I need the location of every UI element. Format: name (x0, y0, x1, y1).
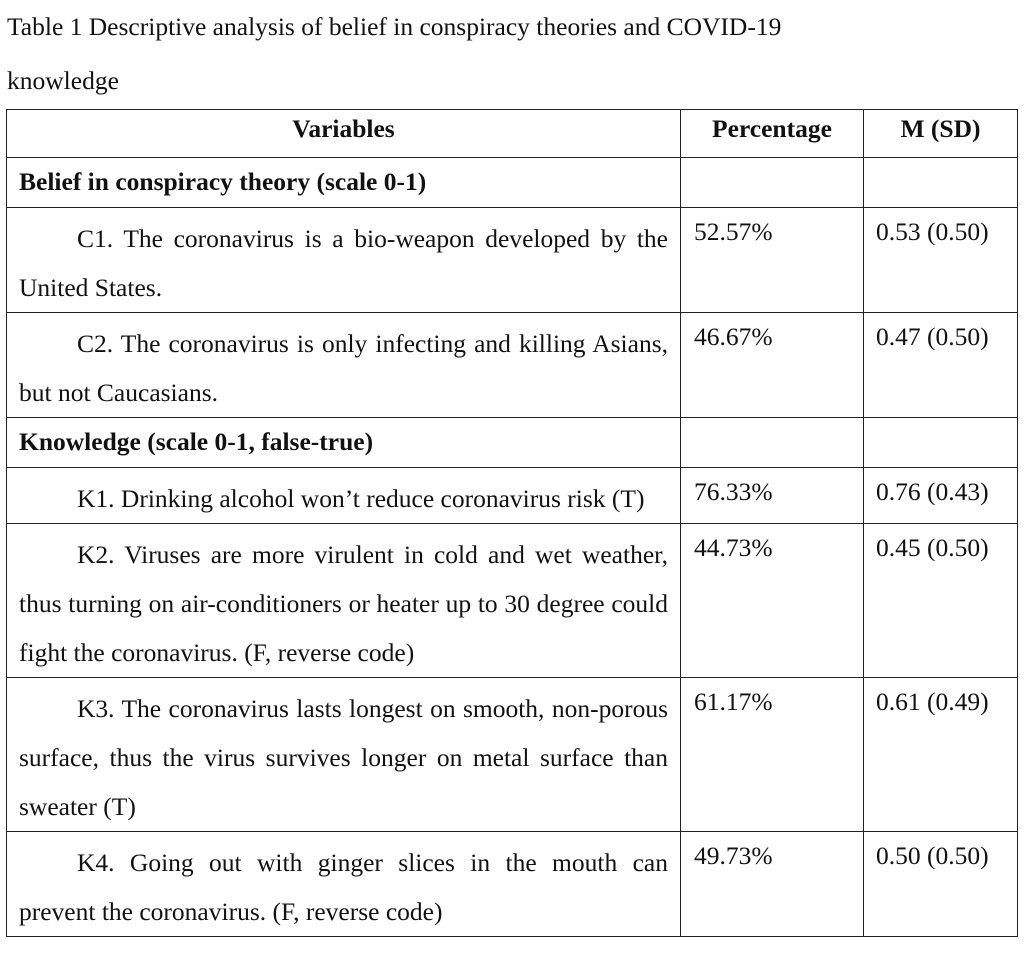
item-text: K2. Viruses are more virulent in cold and wet weather, thus turning on air-conditioners or heater up to 30 degree could fight the coronavirus. (F, reverse code) (19, 540, 668, 667)
msd-cell (864, 832, 1018, 937)
empty-cell (864, 158, 1018, 208)
empty-cell (681, 158, 864, 208)
section-row-knowledge (7, 418, 1018, 468)
table-row-k2 (7, 524, 1018, 678)
percentage-value: 44.73% (694, 533, 773, 562)
msd-cell (864, 678, 1018, 832)
header-percentage: Percentage (681, 110, 864, 158)
percentage-cell (681, 832, 864, 937)
item-text: K3. The coronavirus lasts longest on smooth, non-porous surface, thus the virus survives longer on metal surface than sweater (T) (19, 694, 668, 821)
header-variables: Variables (7, 110, 681, 158)
table-row-k1 (7, 468, 1018, 524)
percentage-value: 76.33% (694, 477, 773, 506)
msd-cell (864, 524, 1018, 678)
percentage-cell (681, 524, 864, 678)
caption-line-1: Table 1 Descriptive analysis of belief in conspiracy theories and COVID-19 (7, 12, 782, 41)
msd-value: 0.45 (0.50) (876, 533, 989, 562)
empty-cell (681, 418, 864, 468)
item-text: K1. Drinking alcohol won’t reduce coronavirus risk (T) (77, 484, 645, 513)
table-caption (7, 0, 1017, 108)
item-cell (7, 678, 681, 832)
percentage-value: 46.67% (694, 322, 773, 351)
percentage-cell (681, 678, 864, 832)
header-row (7, 110, 1018, 158)
section-label-cell (7, 418, 681, 468)
empty-cell (864, 418, 1018, 468)
percentage-value: 52.57% (694, 217, 773, 246)
msd-value: 0.76 (0.43) (876, 477, 989, 506)
header-msd: M (SD) (864, 110, 1018, 158)
item-text: C2. The coronavirus is only infecting and killing Asians, but not Caucasians. (19, 329, 668, 407)
msd-cell (864, 208, 1018, 313)
table-row-c1 (7, 208, 1018, 313)
percentage-cell (681, 468, 864, 524)
descriptive-table (6, 109, 1018, 937)
item-cell (7, 524, 681, 678)
msd-value: 0.50 (0.50) (876, 841, 989, 870)
msd-cell (864, 313, 1018, 418)
item-text: K4. Going out with ginger slices in the mouth can prevent the coronavirus. (F, reverse code) (19, 848, 668, 926)
caption-line-2: knowledge (7, 66, 119, 95)
msd-value: 0.61 (0.49) (876, 687, 989, 716)
item-cell (7, 832, 681, 937)
item-cell (7, 468, 681, 524)
table-row-k4 (7, 832, 1018, 937)
item-cell (7, 313, 681, 418)
msd-value: 0.53 (0.50) (876, 217, 989, 246)
section-label: Belief in conspiracy theory (scale 0-1) (19, 167, 427, 196)
msd-value: 0.47 (0.50) (876, 322, 989, 351)
percentage-cell (681, 208, 864, 313)
percentage-cell (681, 313, 864, 418)
msd-cell (864, 468, 1018, 524)
table-row-c2 (7, 313, 1018, 418)
section-label-cell (7, 158, 681, 208)
item-text: C1. The coronavirus is a bio-weapon developed by the United States. (19, 224, 668, 302)
percentage-value: 49.73% (694, 841, 773, 870)
section-row-conspiracy (7, 158, 1018, 208)
section-label: Knowledge (scale 0-1, false-true) (19, 427, 374, 456)
percentage-value: 61.17% (694, 687, 773, 716)
table-row-k3 (7, 678, 1018, 832)
item-cell (7, 208, 681, 313)
